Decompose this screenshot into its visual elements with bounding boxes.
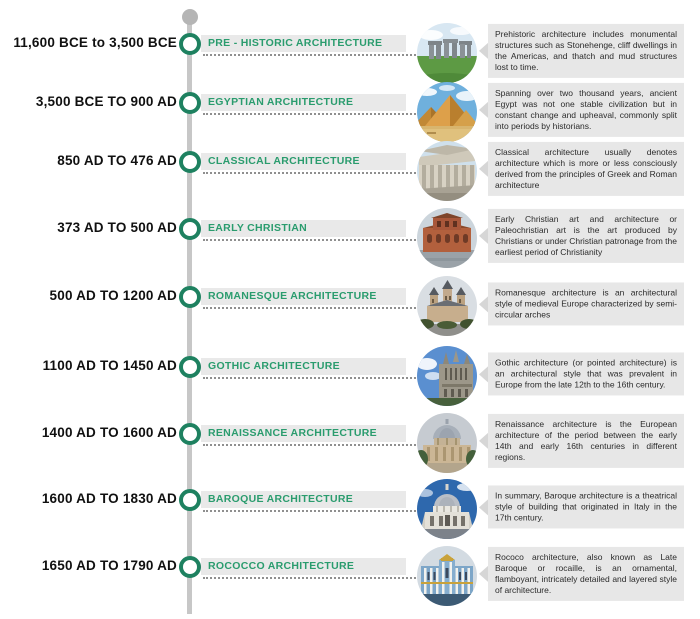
romanesque-abbey-image xyxy=(417,276,477,336)
description-arrow-icon xyxy=(479,499,488,515)
date-range: 500 AD TO 1200 AD xyxy=(49,288,177,303)
description-arrow-icon xyxy=(479,366,488,382)
era-title-bar xyxy=(201,491,406,508)
date-range: 1650 AD TO 1790 AD xyxy=(41,558,177,573)
era-description: Renaissance architecture is the European architecture of the period between the early 14th and early 16th centuries in different regions. xyxy=(495,418,677,463)
era-description-box xyxy=(488,142,684,196)
era-photo xyxy=(417,276,477,336)
era-title: CLASSICAL ARCHITECTURE xyxy=(208,155,360,167)
era-description: Prehistoric architecture includes monumental structures such as Stonehenge, cliff dwellings in the Americas, and thatch and mud structures lost to time. xyxy=(495,28,677,73)
era-photo xyxy=(417,479,477,539)
description-arrow-icon xyxy=(479,43,488,59)
era-title: PRE - HISTORIC ARCHITECTURE xyxy=(208,37,383,49)
era-title-bar xyxy=(201,35,406,52)
date-range: 1100 AD TO 1450 AD xyxy=(42,358,177,373)
era-description: Romanesque architecture is an architectural style of medieval Europe characterized by semi-circular arches xyxy=(495,287,677,320)
pyramids-image xyxy=(417,82,477,142)
baroque-church-image xyxy=(417,479,477,539)
timeline-marker-icon xyxy=(179,556,201,578)
era-title: RENAISSANCE ARCHITECTURE xyxy=(208,427,377,439)
date-range: 1400 AD TO 1600 AD xyxy=(41,425,177,440)
timeline-marker-icon xyxy=(179,286,201,308)
era-title: BAROQUE ARCHITECTURE xyxy=(208,493,354,505)
era-description-box xyxy=(488,209,684,263)
timeline-marker-icon xyxy=(179,92,201,114)
era-title-bar xyxy=(201,94,406,111)
description-arrow-icon xyxy=(479,102,488,118)
era-title: EGYPTIAN ARCHITECTURE xyxy=(208,96,354,108)
date-range: 373 AD TO 500 AD xyxy=(57,220,177,235)
era-title-bar xyxy=(201,220,406,237)
gothic-cathedral-image xyxy=(417,346,477,406)
era-description-box xyxy=(488,547,684,601)
dotted-connector xyxy=(203,510,423,512)
era-description-box xyxy=(488,485,684,528)
st-peters-basilica-image xyxy=(417,413,477,473)
description-arrow-icon xyxy=(479,296,488,312)
era-photo xyxy=(417,23,477,83)
era-title: EARLY CHRISTIAN xyxy=(208,222,308,234)
era-title-bar xyxy=(201,288,406,305)
era-photo xyxy=(417,546,477,606)
era-description-box xyxy=(488,282,684,325)
era-photo xyxy=(417,413,477,473)
era-title-bar xyxy=(201,358,406,375)
dotted-connector xyxy=(203,172,423,174)
stonehenge-image xyxy=(417,23,477,83)
timeline-marker-icon xyxy=(179,423,201,445)
description-arrow-icon xyxy=(479,228,488,244)
era-description: In summary, Baroque architecture is a theatrical style of building that originated in Italy in the 17th century. xyxy=(495,490,677,523)
dotted-connector xyxy=(203,307,423,309)
era-description: Early Christian art and architecture or Paleochristian art is the art produced by Christians or under Christian patronage from the earliest period of Christianity xyxy=(495,213,677,258)
era-photo xyxy=(417,82,477,142)
era-photo xyxy=(417,208,477,268)
era-title-bar xyxy=(201,558,406,575)
era-description-box xyxy=(488,352,684,395)
date-range: 1600 AD TO 1830 AD xyxy=(41,491,177,506)
timeline-marker-icon xyxy=(179,356,201,378)
era-title-bar xyxy=(201,425,406,442)
dotted-connector xyxy=(203,54,423,56)
era-description: Classical architecture usually denotes architecture which is more or less consciously derived from the principles of Greek and Roman architecture xyxy=(495,146,677,191)
date-range: 3,500 BCE TO 900 AD xyxy=(35,94,177,109)
timeline-marker-icon xyxy=(179,33,201,55)
era-title-bar xyxy=(201,153,406,170)
era-description: Gothic architecture (or pointed architecture) is an architectural style that was prevalent in Europe from the late 12th to the 16th century. xyxy=(495,357,677,390)
description-arrow-icon xyxy=(479,566,488,582)
era-title: GOTHIC ARCHITECTURE xyxy=(208,360,340,372)
era-title: ROCOCCO ARCHITECTURE xyxy=(208,560,355,572)
era-photo xyxy=(417,346,477,406)
timeline-marker-icon xyxy=(179,489,201,511)
timeline-marker-icon xyxy=(179,151,201,173)
date-range: 11,600 BCE to 3,500 BCE xyxy=(13,35,177,50)
timeline-marker-icon xyxy=(179,218,201,240)
date-range: 850 AD TO 476 AD xyxy=(57,153,177,168)
era-description: Spanning over two thousand years, ancient Egypt was not one stable civilization but in constant change and upheaval, commonly split into periods by historians. xyxy=(495,87,677,132)
era-description-box xyxy=(488,24,684,78)
early-christian-basilica-image xyxy=(417,208,477,268)
dotted-connector xyxy=(203,577,423,579)
rococo-palace-image xyxy=(417,546,477,606)
dotted-connector xyxy=(203,239,423,241)
era-title: ROMANESQUE ARCHITECTURE xyxy=(208,290,377,302)
dotted-connector xyxy=(203,113,423,115)
era-description-box xyxy=(488,83,684,137)
timeline-top-cap xyxy=(182,9,198,25)
dotted-connector xyxy=(203,377,423,379)
era-description: Rococo architecture, also known as Late Baroque or rocaille, is an ornamental, flamboyant, intricately detailed and layered style of architecture. xyxy=(495,551,677,596)
parthenon-image xyxy=(417,141,477,201)
era-photo xyxy=(417,141,477,201)
dotted-connector xyxy=(203,444,423,446)
description-arrow-icon xyxy=(479,161,488,177)
description-arrow-icon xyxy=(479,433,488,449)
era-description-box xyxy=(488,414,684,468)
